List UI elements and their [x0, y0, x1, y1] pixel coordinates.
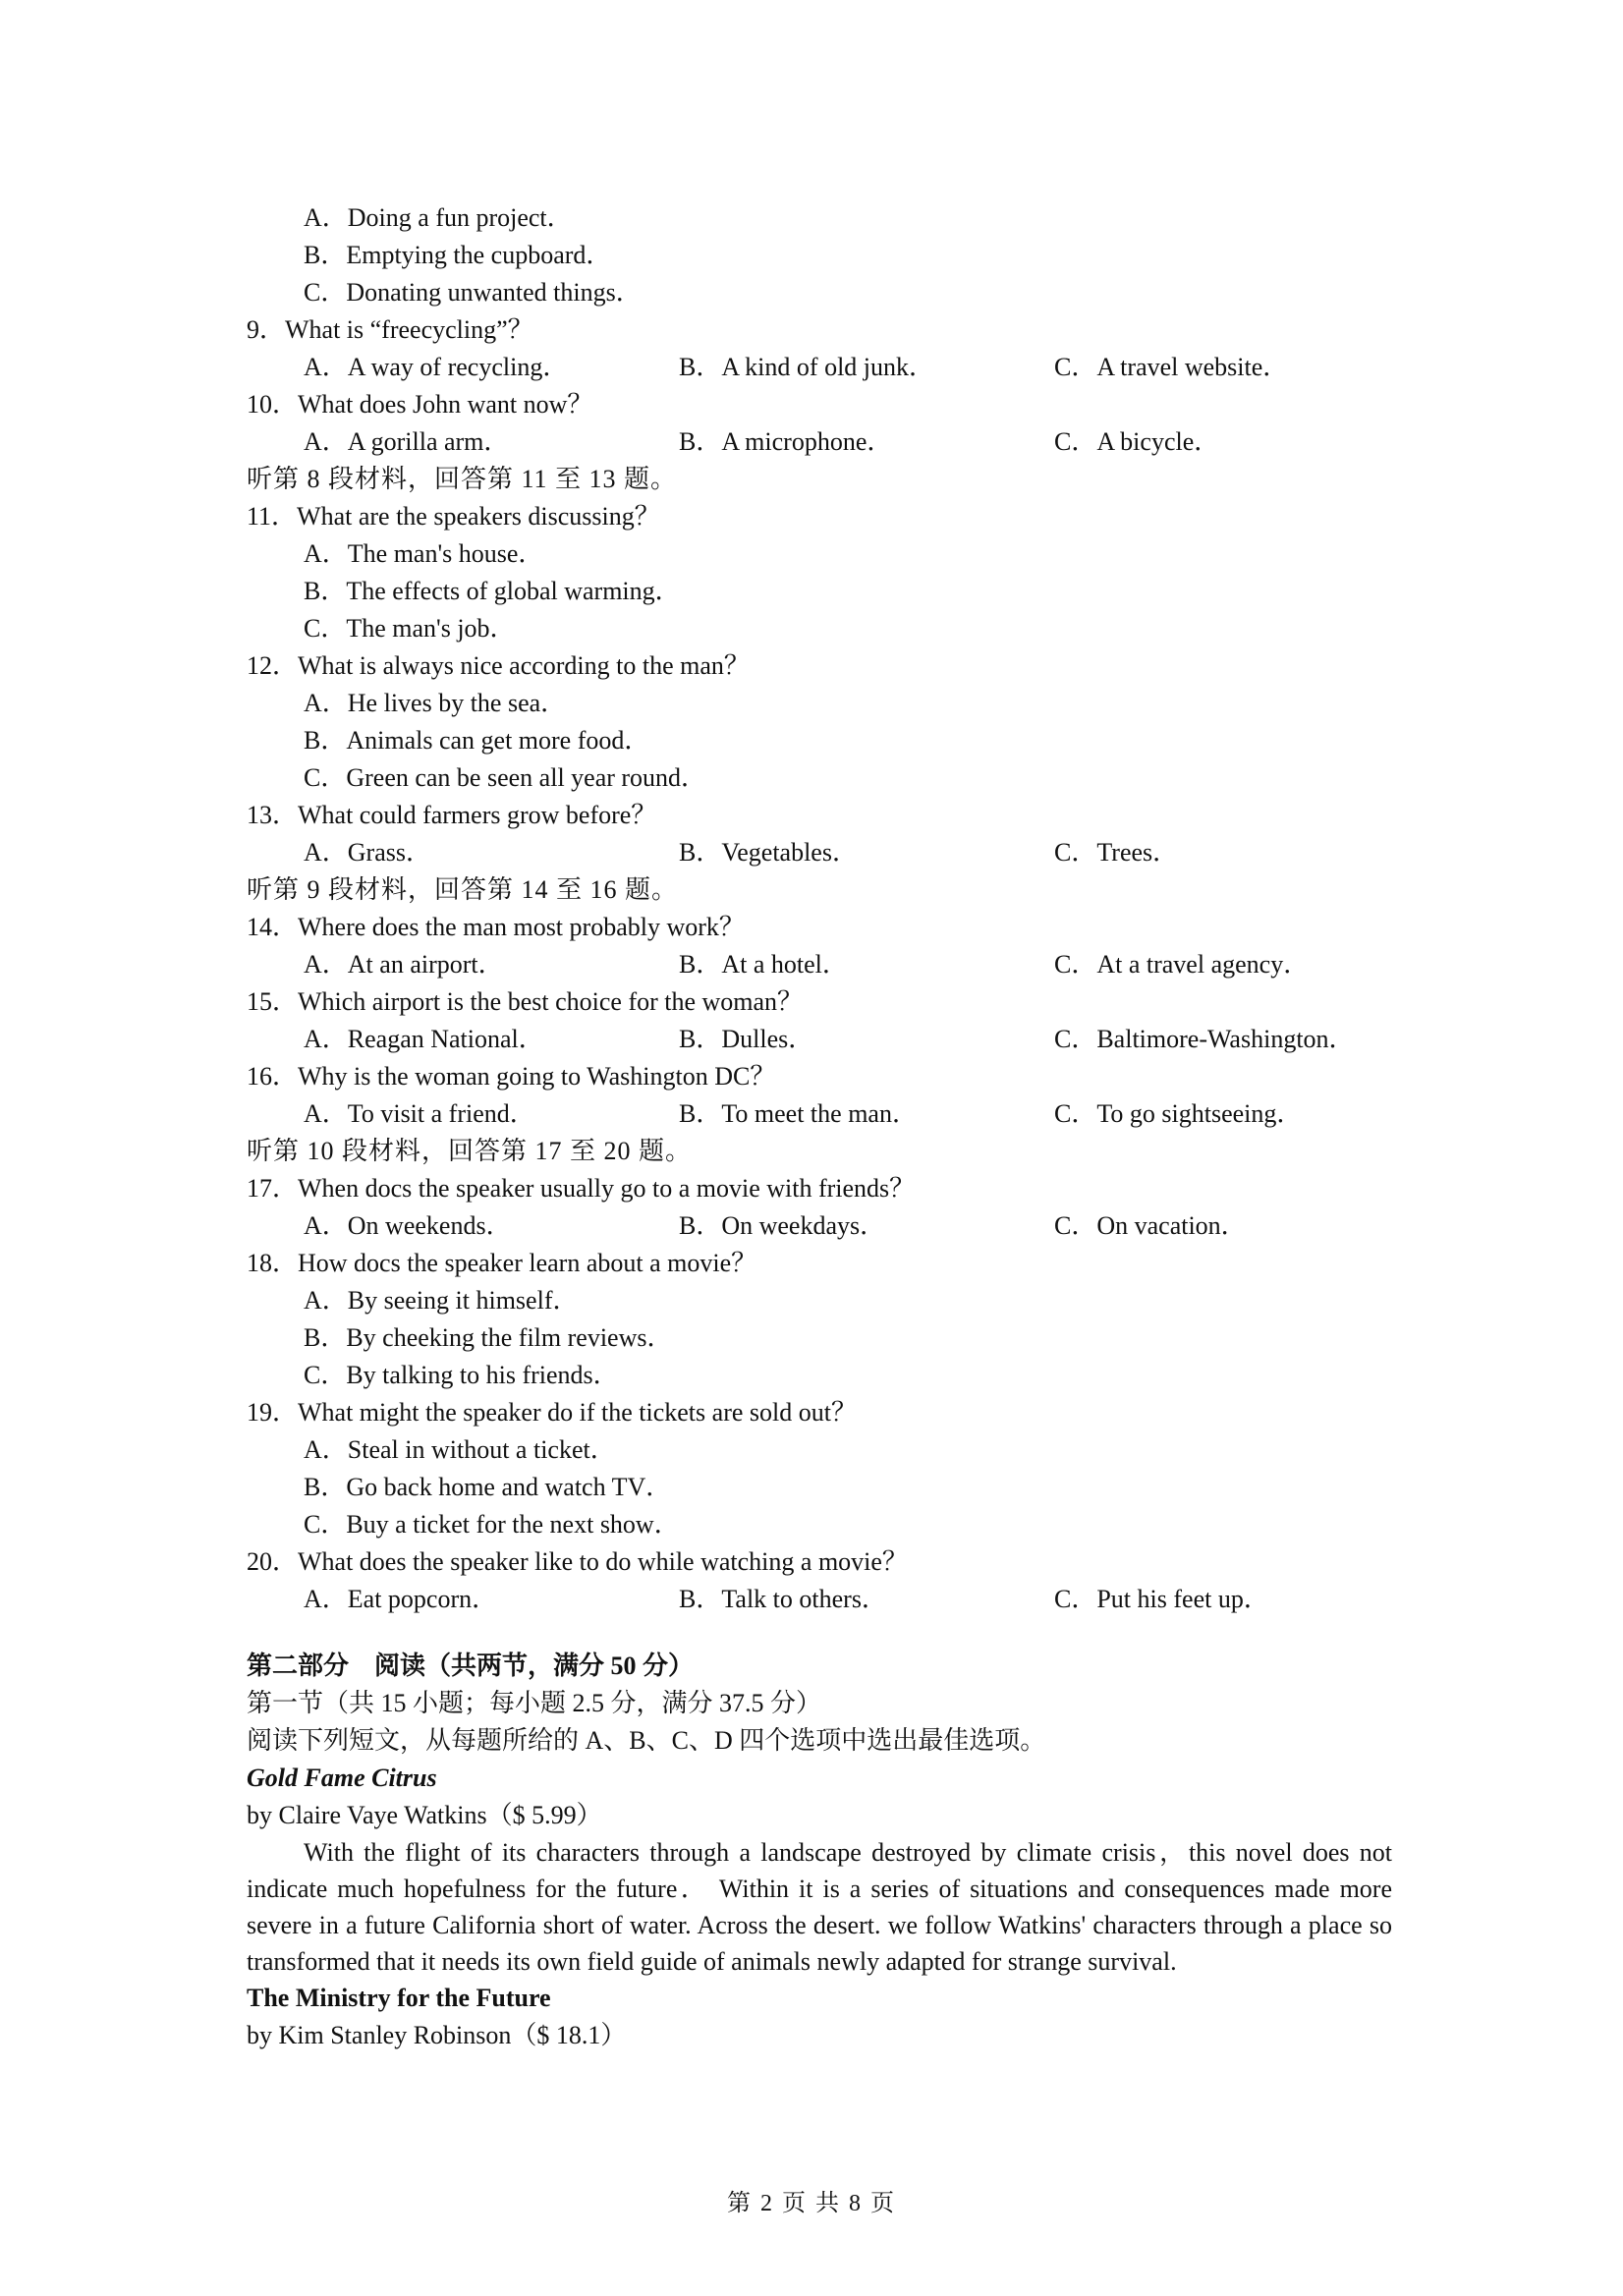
q15-options — [247, 1021, 1392, 1058]
book2-author: by Kim Stanley Robinson（$ 18.1） — [247, 2021, 627, 2049]
q17-option-c: C．On vacation． — [1054, 1211, 1247, 1240]
q15-option-b: B．Dulles． — [679, 1025, 814, 1053]
q12-stem: 12．What is always nice according to the man？ — [247, 651, 750, 680]
q16-stem: 16．Why is the woman going to Washington DC？ — [247, 1062, 776, 1091]
q8-option-c: C．Donating unwanted things． — [304, 278, 642, 307]
q15-option-a: A．Reagan National． — [304, 1025, 544, 1053]
book1-paragraph: With the flight of its characters through a landscape destroyed by climate crisis，this novel does not indicate much hopefulness for the future． Within it is a series of situations and consequences made more severe in a future California short of water. Across the desert. we follow Watkins' characters through a place so transformed that it needs its own field guide of animals newly adapted for strange survival. — [247, 1838, 1392, 1976]
q20-option-c: C．Put his feet up． — [1054, 1585, 1269, 1613]
q12-option-b: B．Animals can get more food． — [304, 726, 650, 755]
q17-stem: 17．When docs the speaker usually go to a movie with friends？ — [247, 1174, 916, 1203]
q14-options — [247, 946, 1392, 983]
q13-option-c: C．Trees． — [1054, 838, 1179, 867]
q14-stem: 14．Where does the man most probably work？ — [247, 913, 745, 941]
q18-option-c: C．By talking to his friends． — [304, 1361, 619, 1389]
q11-option-a: A．The man's house． — [304, 539, 544, 568]
q14-option-a: A．At an airport． — [304, 950, 504, 979]
q9-options — [247, 349, 1392, 386]
q8-option-b: B．Emptying the cupboard． — [304, 241, 612, 269]
q8-option-a: A．Doing a fun project． — [304, 203, 573, 232]
book1-title: Gold Fame Citrus — [247, 1764, 437, 1792]
q15-option-c: C．Baltimore-Washington． — [1054, 1025, 1355, 1053]
q16-option-a: A．To visit a friend． — [304, 1099, 535, 1128]
section-8-instruction: 听第 8 段材料，回答第 11 至 13 题。 — [247, 465, 678, 493]
q9-option-c: C．A travel website． — [1054, 353, 1289, 381]
q13-option-b: B．Vegetables． — [679, 838, 858, 867]
q11-option-b: B．The effects of global warming． — [304, 577, 681, 605]
book2-title: The Ministry for the Future — [247, 1984, 551, 2012]
q20-stem: 20．What does the speaker like to do while watching a movie？ — [247, 1547, 908, 1576]
q20-options — [247, 1581, 1392, 1618]
q10-options — [247, 423, 1392, 461]
q13-stem: 13．What could farmers grow before？ — [247, 801, 657, 829]
section-10-instruction: 听第 10 段材料，回答第 17 至 20 题。 — [247, 1137, 693, 1165]
book1-author: by Claire Vaye Watkins（$ 5.99） — [247, 1801, 602, 1829]
q9-stem: 9．What is “freecycling”？ — [247, 315, 533, 344]
q10-option-b: B．A microphone． — [679, 427, 893, 456]
q19-option-b: B．Go back home and watch TV． — [304, 1473, 672, 1501]
q10-stem: 10．What does John want now？ — [247, 390, 593, 419]
q9-option-b: B．A kind of old junk． — [679, 353, 935, 381]
q12-option-c: C．Green can be seen all year round． — [304, 763, 707, 792]
q11-option-c: C．The man's job． — [304, 614, 516, 643]
q17-option-a: A．On weekends． — [304, 1211, 512, 1240]
q19-option-a: A．Steal in without a ticket． — [304, 1435, 616, 1464]
page-content — [247, 199, 1392, 2054]
q20-option-b: B．Talk to others． — [679, 1585, 887, 1613]
q13-option-a: A．Grass． — [304, 838, 431, 867]
q19-option-c: C．Buy a ticket for the next show． — [304, 1510, 680, 1539]
q17-options — [247, 1207, 1392, 1245]
q17-option-b: B．On weekdays． — [679, 1211, 886, 1240]
q18-option-a: A．By seeing it himself． — [304, 1286, 579, 1315]
q12-option-a: A．He lives by the sea． — [304, 689, 567, 717]
reading-instruction: 阅读下列短文，从每题所给的 A、B、C、D 四个选项中选出最佳选项。 — [247, 1726, 1046, 1755]
q14-option-c: C．At a travel agency． — [1054, 950, 1310, 979]
q15-stem: 15．Which airport is the best choice for the woman？ — [247, 987, 804, 1016]
q9-option-a: A．A way of recycling． — [304, 353, 569, 381]
q14-option-b: B．At a hotel． — [679, 950, 848, 979]
section-one-title: 第一节（共 15 小题；每小题 2.5 分，满分 37.5 分） — [247, 1689, 822, 1717]
q20-option-a: A．Eat popcorn． — [304, 1585, 498, 1613]
q18-stem: 18．How docs the speaker learn about a movie？ — [247, 1249, 757, 1277]
q10-option-a: A．A gorilla arm． — [304, 427, 510, 456]
q16-options — [247, 1095, 1392, 1133]
q13-options — [247, 834, 1392, 871]
q16-option-c: C．To go sightseeing． — [1054, 1099, 1303, 1128]
q11-stem: 11．What are the speakers discussing？ — [247, 502, 660, 531]
spacer — [247, 1618, 1392, 1648]
q16-option-b: B．To meet the man． — [679, 1099, 918, 1128]
q18-option-b: B．By cheeking the film reviews． — [304, 1323, 673, 1352]
q19-stem: 19．What might the speaker do if the tickets are sold out？ — [247, 1398, 857, 1427]
q10-option-c: C．A bicycle． — [1054, 427, 1220, 456]
part-two-title: 第二部分 阅读（共两节，满分 50 分） — [247, 1652, 695, 1680]
section-9-instruction: 听第 9 段材料，回答第 14 至 16 题。 — [247, 875, 679, 904]
page-number-footer: 第 2 页 共 8 页 — [727, 2191, 896, 2216]
